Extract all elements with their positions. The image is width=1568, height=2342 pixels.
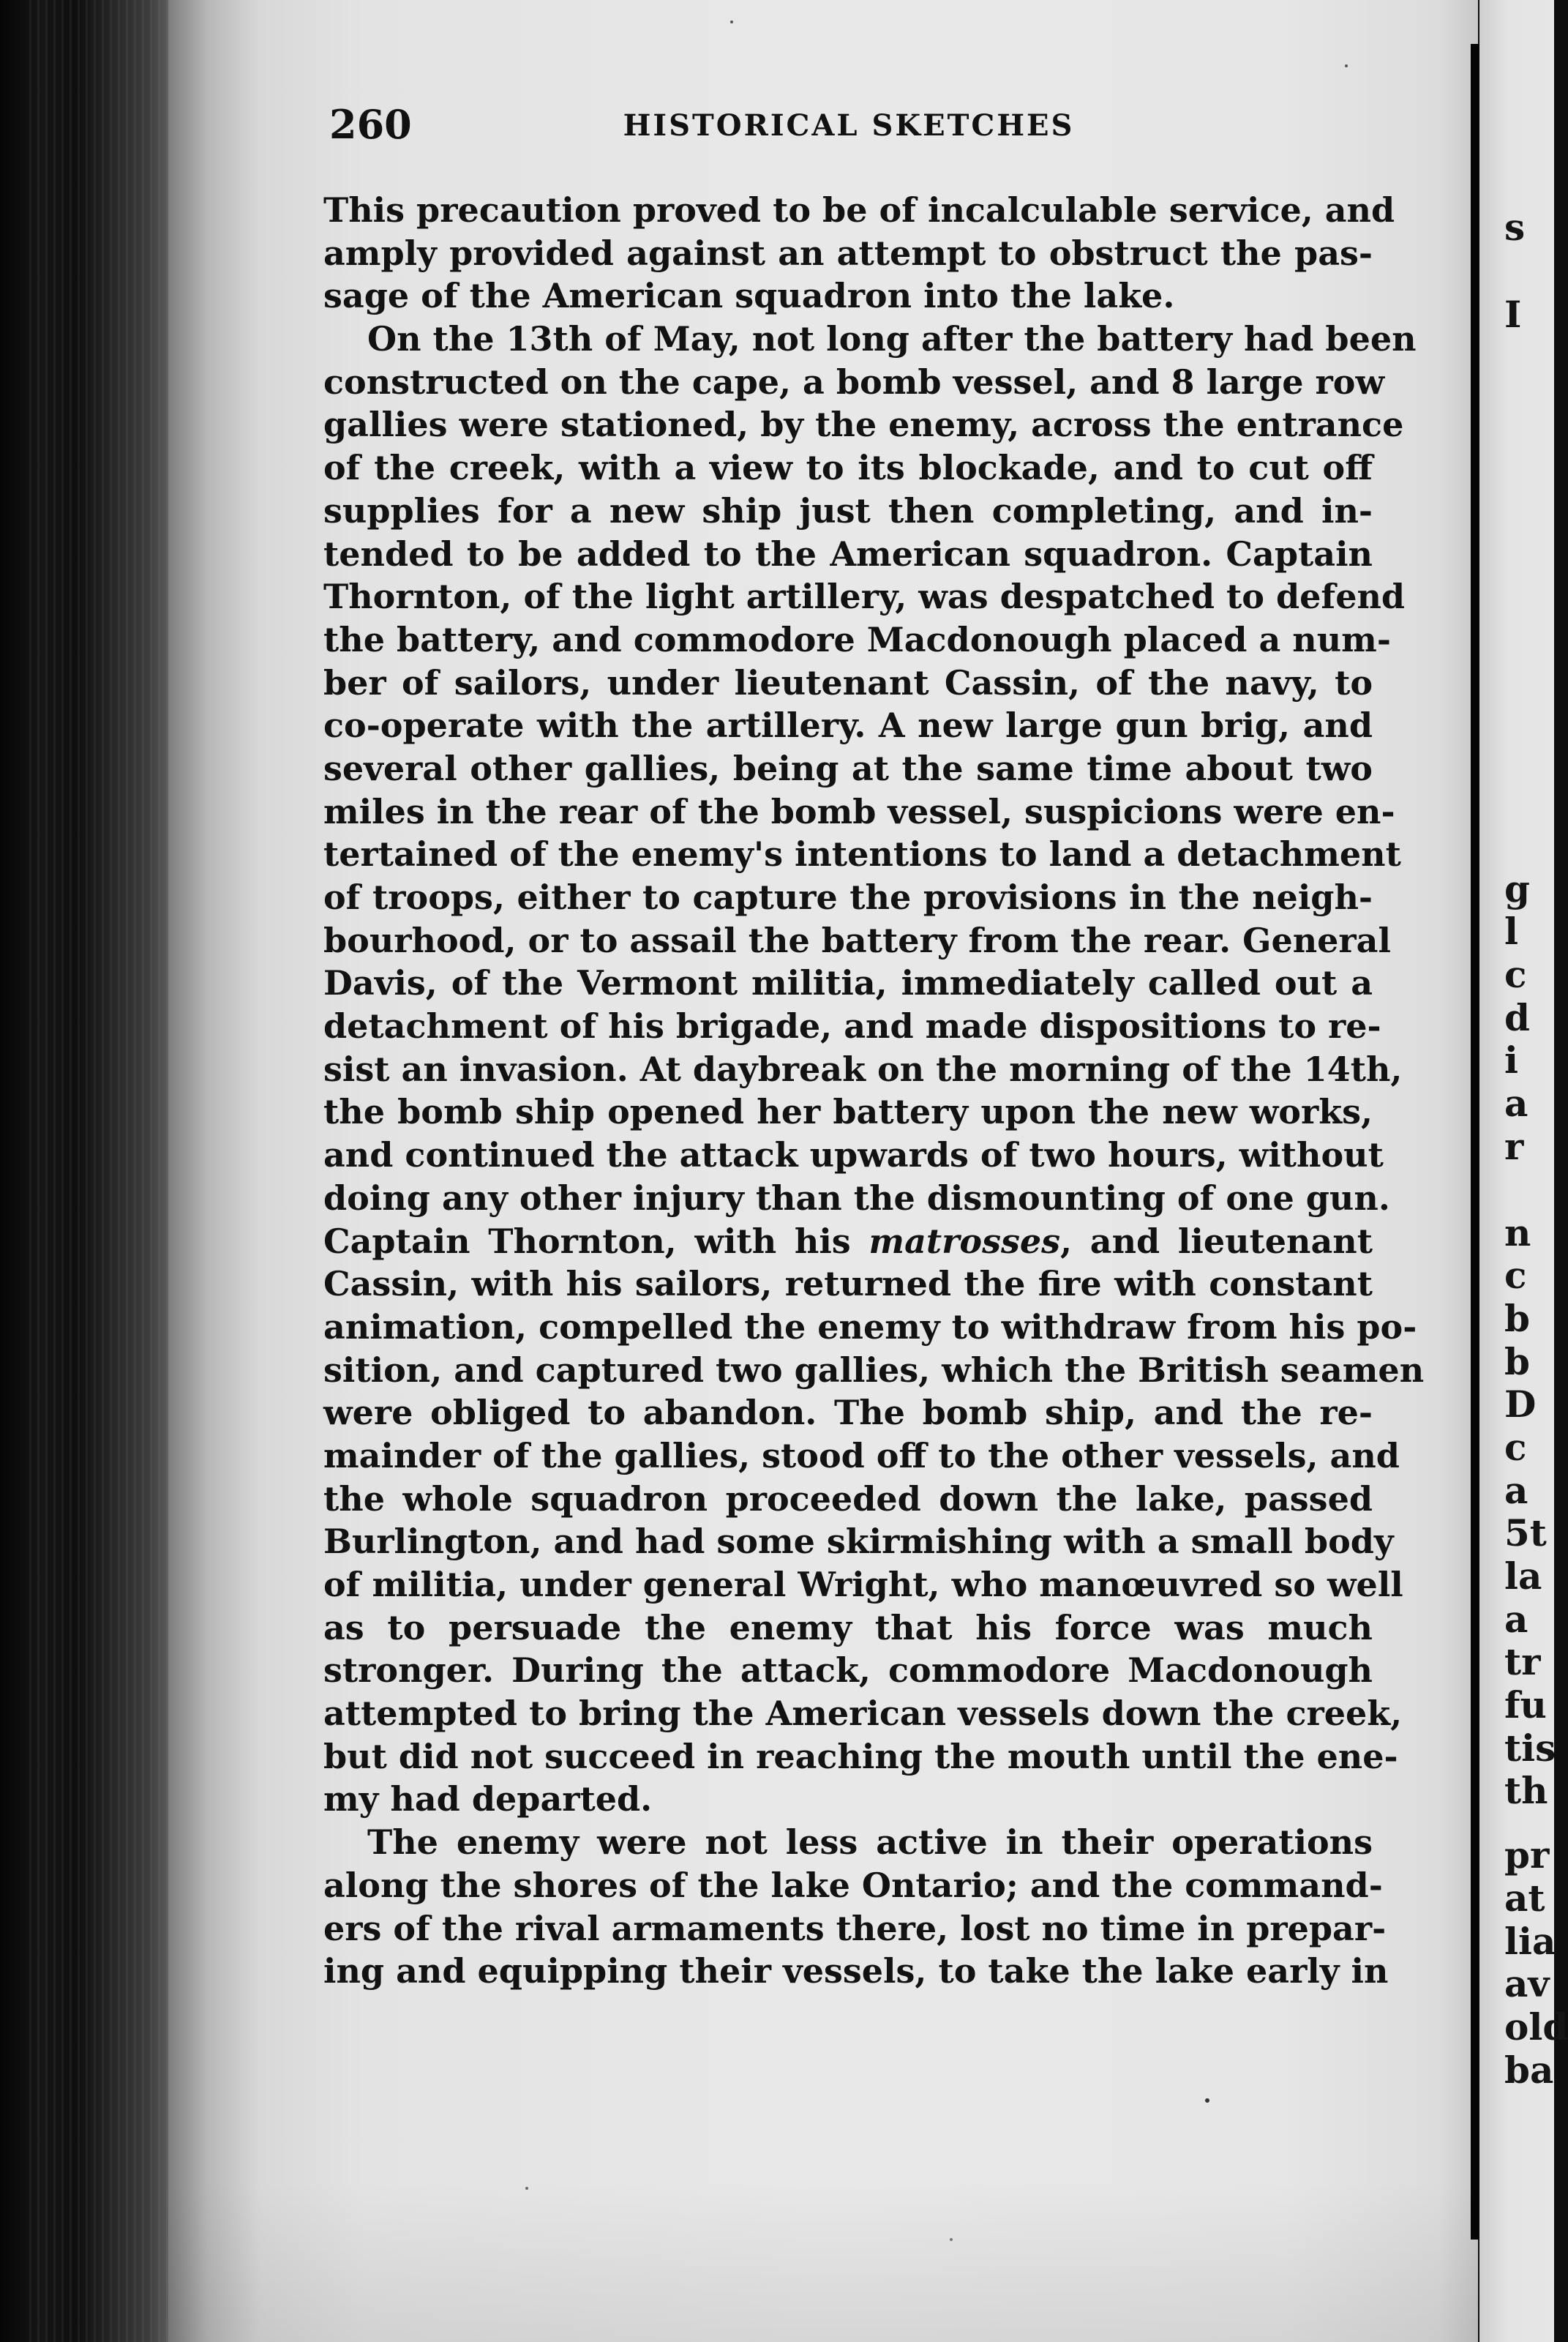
facing-page-fragment: lia <box>1504 1920 1556 1963</box>
facing-page-fragment: th <box>1504 1769 1548 1812</box>
facing-page-fragment: ba <box>1504 2049 1554 2092</box>
facing-page-fragment: c <box>1504 953 1527 996</box>
facing-page-fragment: la <box>1504 1555 1542 1598</box>
facing-page-fragment: a <box>1504 1598 1528 1641</box>
text-line: gallies were stationed, by the enemy, across the entrance <box>323 405 1404 445</box>
text-line: miles in the rear of the bomb vessel, suspicions were en- <box>323 791 1395 831</box>
text-line: This precaution proved to be of incalculable service, and <box>323 190 1395 230</box>
facing-page-fragment: tr <box>1504 1640 1541 1683</box>
page-shadow <box>168 2181 1478 2342</box>
page-number: 260 <box>329 101 412 148</box>
facing-page-fragment: pr <box>1504 1833 1550 1877</box>
text-line: amply provided against an attempt to obstruct the pas- <box>323 233 1373 273</box>
text-line: Burlington, and had some skirmishing with a small body <box>323 1522 1394 1562</box>
facing-page-fragment: r <box>1504 1125 1524 1168</box>
text-line: of militia, under general Wright, who manœuvred so well <box>323 1565 1403 1604</box>
facing-page-fragment: i <box>1504 1039 1518 1082</box>
text-line: constructed on the cape, a bomb vessel, and 8 large row <box>323 362 1385 402</box>
text-line: stronger. During the attack, commodore Macdonough <box>323 1650 1373 1691</box>
text-line: were obliged to abandon. The bomb ship, and the re- <box>323 1393 1373 1433</box>
text-line: On the 13th of May, not long after the battery had been <box>367 319 1417 359</box>
text-line: the bomb ship opened her battery upon the new works, <box>323 1092 1373 1132</box>
text-line: along the shores of the lake Ontario; and the command- <box>323 1865 1383 1905</box>
facing-page-fragment: l <box>1504 910 1518 953</box>
text-line: Thornton, of the light artillery, was despatched to defend <box>323 577 1406 617</box>
body-text <box>323 189 1425 1993</box>
text-line: attempted to bring the American vessels down the creek, <box>323 1694 1403 1734</box>
text-line: detachment of his brigade, and made dispositions to re- <box>323 1006 1381 1047</box>
facing-page-fragment: c <box>1504 1426 1527 1469</box>
text-line: Davis, of the Vermont militia, immediately called out a <box>323 963 1373 1003</box>
text-line: tended to be added to the American squadron. Captain <box>323 534 1373 574</box>
text-line: sition, and captured two gallies, which the British seamen <box>323 1350 1425 1390</box>
text-line: doing any other injury than the dismounting of one gun. <box>323 1178 1390 1218</box>
text-line: co-operate with the artillery. A new large gun brig, and <box>323 706 1373 746</box>
facing-page-fragment: 5t <box>1504 1511 1547 1555</box>
text-line: of the creek, with a view to its blockade, and to cut off <box>323 448 1373 488</box>
facing-page-fragment: s <box>1504 206 1526 249</box>
facing-page-fragment: fu <box>1504 1683 1547 1726</box>
text-line: Captain Thornton, with his matrosses, and lieutenant <box>323 1221 1373 1261</box>
text-line: my had departed. <box>323 1779 653 1819</box>
facing-page-fragment: c <box>1504 1254 1527 1297</box>
text-line: supplies for a new ship just then completing, and in- <box>323 490 1373 531</box>
text-line: bourhood, or to assail the battery from the rear. General <box>323 920 1391 960</box>
facing-page-fragment: I <box>1504 293 1522 336</box>
text-line: as to persuade the enemy that his force was much <box>323 1607 1373 1647</box>
text-line: ing and equipping their vessels, to take the lake early in <box>323 1951 1389 1991</box>
text-line: sist an invasion. At daybreak on the morning of the 14th, <box>323 1049 1403 1089</box>
text-line: The enemy were not less active in their operations <box>367 1822 1373 1863</box>
text-line: the battery, and commodore Macdonough placed a num- <box>323 619 1391 659</box>
text-line: mainder of the gallies, stood off to the other vessels, and <box>323 1435 1400 1475</box>
page-divider <box>1471 44 1479 2240</box>
facing-page-fragment: b <box>1504 1340 1530 1383</box>
facing-page-fragment: g <box>1504 867 1530 910</box>
text-line: tertained of the enemy's intentions to land a detachment <box>323 834 1401 875</box>
gutter-page-edges <box>29 0 168 2342</box>
page-header <box>329 101 1368 152</box>
facing-page-fragment: D <box>1504 1383 1537 1426</box>
facing-page-fragment: b <box>1504 1297 1530 1340</box>
facing-page-fragment: d <box>1504 996 1530 1039</box>
text-line: of troops, either to capture the provisions in the neigh- <box>323 878 1373 917</box>
running-head: HISTORICAL SKETCHES <box>623 108 1075 143</box>
facing-page-edge <box>1479 0 1568 2342</box>
facing-page-fragment: at <box>1504 1877 1545 1920</box>
text-line: but did not succeed in reaching the mouth until the ene- <box>323 1736 1398 1776</box>
facing-page-fragment: a <box>1504 1469 1528 1512</box>
text-line: Cassin, with his sailors, returned the fire with constant <box>323 1264 1373 1304</box>
facing-page-fragment: av <box>1504 1962 1550 2005</box>
text-line: several other gallies, being at the same time about two <box>323 748 1373 788</box>
text-line: animation, compelled the enemy to withdraw from his po- <box>323 1306 1417 1347</box>
facing-page-fragment: n <box>1504 1211 1531 1254</box>
facing-page-fragment: old <box>1504 2005 1568 2049</box>
facing-page-fragment: a <box>1504 1082 1528 1125</box>
text-line: ber of sailors, under lieutenant Cassin, of the navy, to <box>323 662 1373 703</box>
facing-page-fragment: tis <box>1504 1726 1556 1770</box>
text-line: ers of the rival armaments there, lost no time in prepar- <box>323 1908 1387 1948</box>
text-line: the whole squadron proceeded down the lake, passed <box>323 1478 1373 1519</box>
text-line: and continued the attack upwards of two hours, without <box>323 1135 1384 1175</box>
facing-page-text <box>1504 0 1568 2342</box>
text-line: sage of the American squadron into the lake. <box>323 276 1175 316</box>
